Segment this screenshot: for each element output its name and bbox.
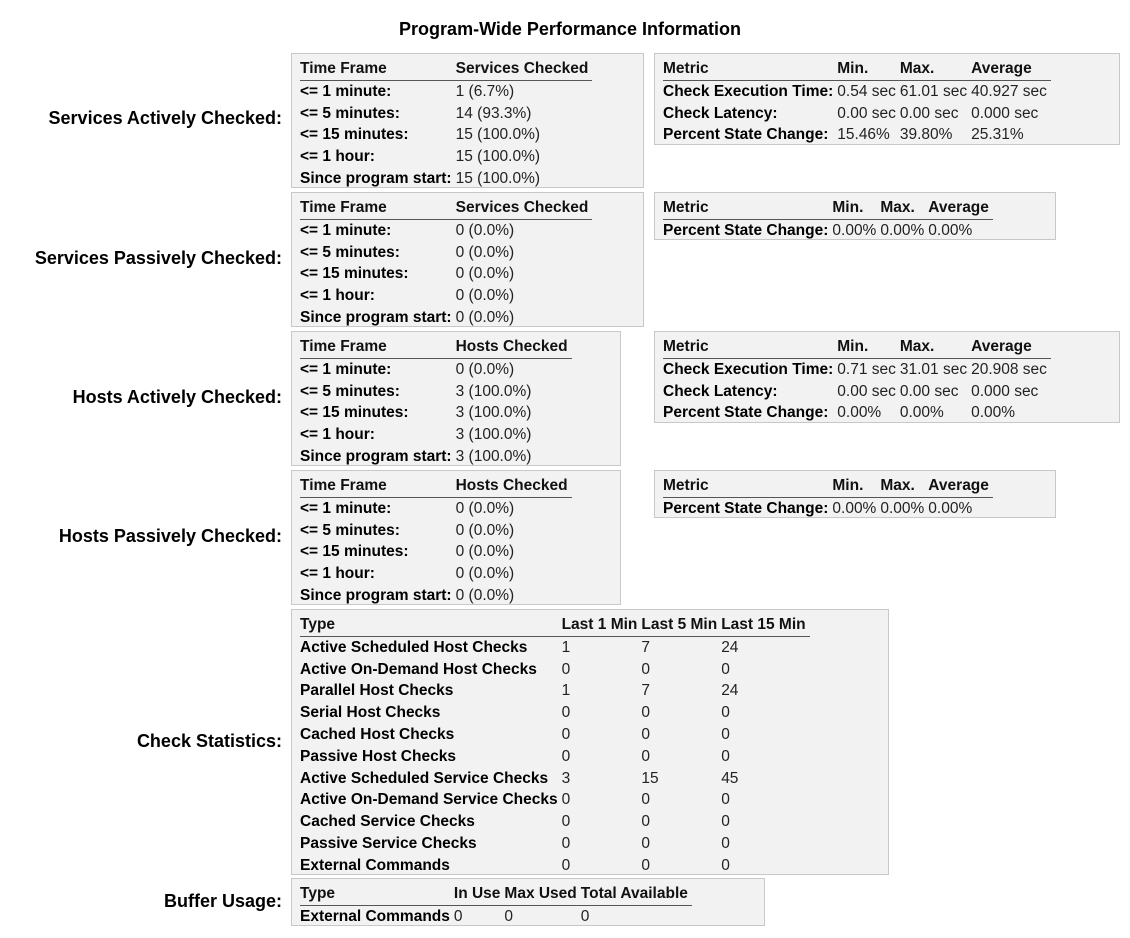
checked-count: 0 (0.0%) [455,221,515,239]
col-header-avg: Average [971,336,1051,358]
type-label: External Commands [300,856,450,874]
table-row [300,219,592,241]
type-label: Cached Service Checks [300,813,475,831]
count-value: 0 [721,791,730,809]
table-row [300,307,592,329]
sac-timeframe-box [291,53,644,188]
table-row [300,811,810,833]
table-row [300,446,572,468]
checked-count: 0 (0.0%) [455,360,515,378]
timeframe-label: <= 1 minute: [300,499,392,517]
sac-metric-box [654,53,1120,145]
checked-count: 0 (0.0%) [455,287,515,305]
count-value: 0 [641,660,651,678]
count-value: 7 [641,638,651,656]
timeframe-label: <= 5 minutes: [300,382,400,400]
table-row [300,358,572,380]
timeframe-label: <= 1 hour: [300,426,375,444]
header-row [300,475,572,497]
table-row [300,680,810,702]
table-row [300,520,572,542]
count-value: 0 [721,704,730,722]
count-value: 0 [641,704,651,722]
table-row [300,168,592,190]
table-row [300,636,810,658]
page-title: Program-Wide Performance Information [399,19,741,39]
col-header: Type [300,614,562,636]
type-label: Active On-Demand Host Checks [300,660,537,678]
count-value: 0 [561,747,571,765]
table-row [663,358,1051,380]
count-value: 0 [561,791,571,809]
checked-count: 0 (0.0%) [455,586,515,604]
col-header: Max Used [504,883,580,905]
timeframe-label: <= 1 minute: [300,82,392,100]
header-row [300,883,692,905]
header-row [300,58,592,80]
metric-avg: 0.000 sec [971,382,1039,400]
col-header-time-frame: Time Frame [300,336,456,358]
hac-metric-box [654,331,1120,423]
header-row [300,614,810,636]
col-header-metric: Metric [663,475,832,497]
hpc-timeframe-table [300,475,572,607]
metric-min: 0.71 sec [837,360,896,378]
count-value: 1 [561,682,571,700]
table-row [300,541,572,563]
count-value: 0 [721,660,730,678]
checked-count: 15 (100.0%) [455,126,541,144]
checked-count: 15 (100.0%) [455,169,541,187]
count-value: 0 [561,813,571,831]
table-row [663,381,1051,403]
table-row [300,855,810,877]
col-header: Type [300,883,454,905]
col-header-min: Min. [832,475,880,497]
timeframe-label: Since program start: [300,308,452,326]
col-header-metric: Metric [663,197,832,219]
metric-name: Check Latency: [663,104,778,122]
col-header-time-frame: Time Frame [300,475,456,497]
metric-name: Percent State Change: [663,404,829,422]
metric-avg: 0.00% [928,221,973,239]
timeframe-label: <= 1 minute: [300,360,392,378]
metric-name: Percent State Change: [663,126,829,144]
type-label: Serial Host Checks [300,704,441,722]
timeframe-label: <= 5 minutes: [300,521,400,539]
col-header-avg: Average [928,475,993,497]
table-row [300,381,572,403]
table-row [300,285,592,307]
header-row [300,197,592,219]
table-row [663,497,993,519]
metric-max: 61.01 sec [899,82,968,100]
col-header-max: Max. [880,197,928,219]
metric-min: 0.00 sec [837,104,896,122]
buffer-usage-table [300,883,692,928]
type-label: Passive Service Checks [300,834,477,852]
count-value: 45 [721,769,739,787]
header-row [663,197,993,219]
table-row [300,103,592,125]
table-row [300,402,572,424]
count-value: 0 [561,704,571,722]
timeframe-label: Since program start: [300,586,452,604]
buffer-usage-box [291,878,765,926]
type-label: Passive Host Checks [300,747,456,765]
col-header-time-frame: Time Frame [300,58,456,80]
timeframe-label: <= 15 minutes: [300,265,409,283]
col-header: In Use [454,883,505,905]
count-value: 0 [453,907,463,925]
count-value: 0 [641,834,651,852]
header-row [663,475,993,497]
checked-count: 0 (0.0%) [455,243,515,261]
metric-name: Check Execution Time: [663,360,834,378]
table-row [300,833,810,855]
spc-timeframe-box [291,192,644,327]
table-row [663,124,1051,146]
check-statistics-table [300,614,810,877]
timeframe-label: <= 1 hour: [300,148,375,166]
checked-count: 3 (100.0%) [455,426,532,444]
table-row [300,497,572,519]
timeframe-label: <= 1 hour: [300,287,375,305]
timeframe-label: <= 1 hour: [300,565,375,583]
metric-min: 0.00% [832,499,877,517]
timeframe-label: <= 5 minutes: [300,243,400,261]
hpc-metric-table [663,475,993,520]
timeframe-label: Since program start: [300,169,452,187]
hpc-timeframe-box [291,470,621,605]
count-value: 0 [721,834,730,852]
metric-name: Check Latency: [663,382,778,400]
metric-min: 15.46% [837,126,890,144]
metric-name: Percent State Change: [663,221,829,239]
table-row [300,124,592,146]
table-row [300,746,810,768]
table-row [300,585,572,607]
timeframe-label: <= 5 minutes: [300,104,400,122]
checked-count: 0 (0.0%) [455,308,515,326]
checked-count: 3 (100.0%) [455,404,532,422]
count-value: 0 [641,747,651,765]
col-header-min: Min. [832,197,880,219]
sac-metric-table [663,58,1051,146]
count-value: 0 [641,791,651,809]
count-value: 0 [641,856,651,874]
col-header-max: Max. [900,58,971,80]
checked-count: 3 (100.0%) [455,447,532,465]
metric-max: 0.00% [880,499,925,517]
count-value: 24 [721,682,739,700]
type-label: Parallel Host Checks [300,682,454,700]
table-row [663,402,1051,424]
table-row [300,702,810,724]
col-header-time-frame: Time Frame [300,197,456,219]
col-header: Last 1 Min [562,614,642,636]
col-header-checked: Services Checked [456,58,593,80]
col-header: Total Available [581,883,692,905]
hac-timeframe-table [300,336,572,468]
spc-metric-table [663,197,993,242]
table-row [300,263,592,285]
col-header-max: Max. [880,475,928,497]
table-row [300,905,692,927]
col-header-metric: Metric [663,58,837,80]
table-row [300,80,592,102]
header-row [663,58,1051,80]
checked-count: 0 (0.0%) [455,499,515,517]
timeframe-label: <= 15 minutes: [300,543,409,561]
table-row [300,424,572,446]
metric-min: 0.00% [832,221,877,239]
timeframe-label: <= 1 minute: [300,221,392,239]
metric-avg: 0.00% [928,499,973,517]
checked-count: 14 (93.3%) [455,104,532,122]
count-value: 0 [721,813,730,831]
table-row [300,146,592,168]
col-header-min: Min. [837,336,900,358]
timeframe-label: <= 15 minutes: [300,126,409,144]
checked-count: 0 (0.0%) [455,265,515,283]
metric-name: Percent State Change: [663,499,829,517]
metric-name: Check Execution Time: [663,82,834,100]
count-value: 7 [641,682,651,700]
col-header-min: Min. [837,58,900,80]
hac-metric-table [663,336,1051,424]
metric-max: 39.80% [899,126,953,144]
spc-timeframe-table [300,197,592,329]
check-statistics-box [291,609,889,875]
sac-timeframe-table [300,58,592,190]
metric-min: 0.54 sec [837,82,896,100]
col-header-avg: Average [928,197,993,219]
timeframe-label: <= 15 minutes: [300,404,409,422]
type-label: Active On-Demand Service Checks [300,791,558,809]
table-row [300,242,592,264]
table-row [300,768,810,790]
metric-max: 0.00 sec [899,382,959,400]
count-value: 0 [721,856,730,874]
table-row [663,80,1051,102]
col-header-max: Max. [900,336,971,358]
count-value: 0 [561,834,571,852]
checked-count: 15 (100.0%) [455,148,541,166]
checked-count: 0 (0.0%) [455,543,515,561]
count-value: 3 [561,769,571,787]
count-value: 0 [580,907,590,925]
count-value: 0 [721,747,730,765]
col-header-checked: Hosts Checked [456,475,572,497]
count-value: 0 [561,856,571,874]
checked-count: 0 (0.0%) [455,521,515,539]
metric-avg: 0.00% [971,404,1016,422]
count-value: 0 [504,907,514,925]
count-value: 0 [641,725,651,743]
table-row [300,724,810,746]
table-row [663,219,993,241]
count-value: 0 [721,725,730,743]
table-row [300,563,572,585]
hosts-passively-checked-label: Hosts Passively Checked: [58,526,282,546]
metric-max: 31.01 sec [899,360,968,378]
check-statistics-label: Check Statistics: [136,731,282,751]
type-label: Active Scheduled Host Checks [300,638,528,656]
services-actively-checked-label: Services Actively Checked: [48,108,282,128]
checked-count: 0 (0.0%) [455,565,515,583]
services-passively-checked-label: Services Passively Checked: [34,248,282,268]
spc-metric-box [654,192,1056,240]
metric-avg: 20.908 sec [971,360,1047,378]
col-header-avg: Average [971,58,1051,80]
count-value: 1 [561,638,571,656]
table-row [300,789,810,811]
metric-avg: 25.31% [971,126,1024,144]
col-header: Last 15 Min [721,614,809,636]
hac-timeframe-box [291,331,621,466]
header-row [663,336,1051,358]
table-row [300,659,810,681]
count-value: 0 [561,660,571,678]
timeframe-label: Since program start: [300,447,452,465]
metric-min: 0.00% [837,404,882,422]
metric-max: 0.00% [899,404,944,422]
metric-min: 0.00 sec [837,382,896,400]
checked-count: 1 (6.7%) [455,82,515,100]
metric-max: 0.00 sec [899,104,959,122]
type-label: Cached Host Checks [300,725,455,743]
type-label: External Commands [300,907,450,925]
metric-avg: 40.927 sec [971,82,1047,100]
col-header: Last 5 Min [641,614,721,636]
checked-count: 3 (100.0%) [455,382,532,400]
table-row [663,103,1051,125]
col-header-metric: Metric [663,336,837,358]
header-row [300,336,572,358]
buffer-usage-label: Buffer Usage: [163,891,282,911]
hpc-metric-box [654,470,1056,518]
count-value: 15 [641,769,659,787]
metric-avg: 0.000 sec [971,104,1039,122]
hosts-actively-checked-label: Hosts Actively Checked: [72,387,282,407]
col-header-checked: Hosts Checked [456,336,572,358]
count-value: 24 [721,638,739,656]
metric-max: 0.00% [880,221,925,239]
col-header-checked: Services Checked [456,197,593,219]
count-value: 0 [641,813,651,831]
count-value: 0 [561,725,571,743]
type-label: Active Scheduled Service Checks [300,769,549,787]
